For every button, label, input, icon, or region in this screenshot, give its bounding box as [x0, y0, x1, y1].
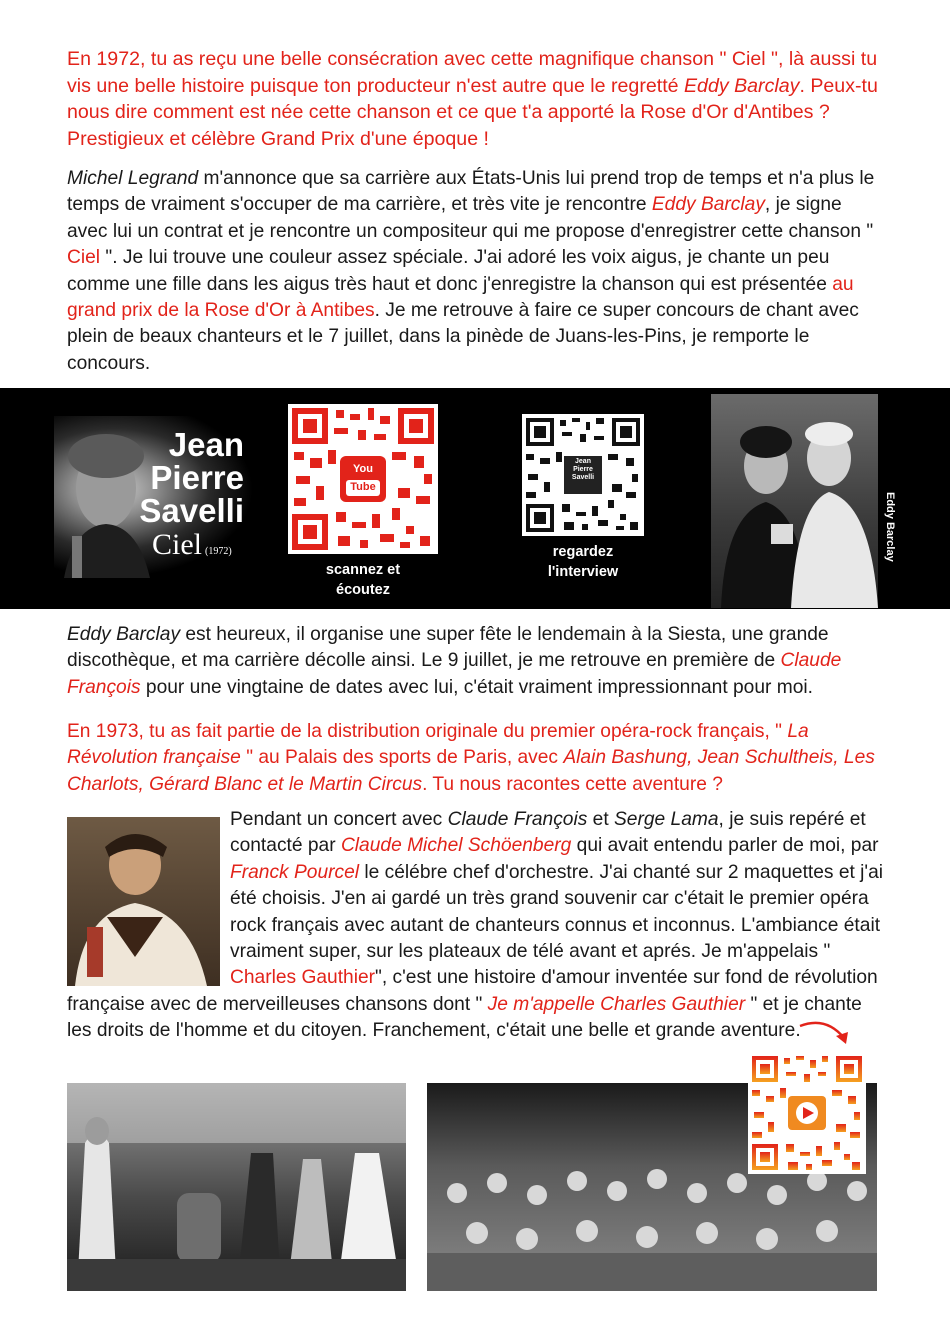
- qr1-caption: scannez et écoutez: [325, 562, 401, 598]
- youtube-badge: You Tube: [350, 463, 376, 493]
- answer-ciel: Michel Legrand m'annonce que sa carrière aux États-Unis lui prend trop de temps et n'a plus le temps de vraiment s'occuper de ma carrière, et très vite je rencontre Eddy Barclay, je signe avec lui un contrat et je rencontre un compositeur qui me propose d'enregistrer cette chanson " Ciel ". Je lui trouve une couleur assez spéciale. J'ai adoré les voix aigus, je chante un peu comme une fille dans les aigus très haut et donc j'enregistre la chanson qui est présentée au grand prix de la Rose d'Or à Antibes. Je me retrouve à faire ce super concours de chant avec plein de beaux chanteurs et le 7 juillet, dans la pinède de Juans-les-Pins, je remporte le concours.: [67, 168, 875, 374]
- photo-caption: Eddy Barclay: [884, 492, 896, 562]
- youtube-qr-code[interactable]: [288, 404, 438, 554]
- answer-siesta: Eddy Barclay est heureux, il organise une super fête le lendemain à la Siesta, une grande discothèque, et ma carrière décolle ainsi. Le 9 juillet, je me retrouve en première de Claude François pour une vingtaine de dates avec lui, c'était vraiment impressionnant pour moi.: [67, 624, 842, 698]
- artist-name: Jean Pierre Savelli: [139, 426, 244, 529]
- qr-pattern-icon: [748, 1052, 866, 1174]
- wrap-spacer: [67, 807, 230, 979]
- interview-qr-code[interactable]: [522, 414, 644, 536]
- qr2-center-text: Jean Pierre Savelli: [571, 458, 595, 481]
- question-1973: En 1973, tu as fait partie de la distribution originale du premier opéra-rock français, " La Révolution française " au Palais des sports de Paris, avec Alain Bashung, Jean Schultheis, Les Charlots, Gérard Blanc et le Martin Circus. Tu nous racontes cette aventure ?: [67, 721, 875, 795]
- photo-figures-icon: [711, 394, 878, 608]
- answer-opera-rock: Pendant un concert avec Claude François et Serge Lama, je suis repéré et contacté par Claude Michel Schöenberg qui avait entendu parler de moi, par Franck Pourcel le célébre chef d'orchestre. J'ai chanté sur 2 maquettes et j'ai été choisis. J'en ai gardé un très grand souvenir car c'était le premier opéra rock français avec autant de chanteurs connus et inconnus. L'ambiance était vraiment super, sur les plateaux de télé avant et aprés. Je m'appelais " Charles Gauthier", c'est une histoire d'amour inventée sur fond de révolution française avec de merveilleuses chansons dont " Je m'appelle Charles Gauthier " et je chante les droits de l'homme et du citoyen. Franchement, c'était une belle et grande aventure.: [67, 809, 884, 1042]
- stage-figures-icon: [67, 1083, 406, 1291]
- arrow-icon: [796, 1016, 856, 1050]
- eddy-barclay-name: Eddy Barclay: [683, 74, 800, 97]
- qr2-caption: regardez l'interview: [547, 544, 619, 580]
- song-title: Ciel (1972): [152, 528, 232, 561]
- video-qr-code[interactable]: [748, 1052, 866, 1174]
- eddy-barclay-photo: [711, 394, 878, 608]
- question-1972: En 1972, tu as reçu une belle consécration avec cette magnifique chanson " Ciel ", là aussi tu vis une belle histoire puisque ton producteur n'est autre que le regretté Eddy Barclay. Peux-tu nous dire comment est née cette chanson et ce que t'a apporté la Rose d'Or d'Antibes ? Prestigieux et célèbre Grand Prix d'une époque !: [67, 48, 878, 150]
- promo-band: [0, 388, 950, 609]
- stage-scene-photo: [67, 1083, 406, 1291]
